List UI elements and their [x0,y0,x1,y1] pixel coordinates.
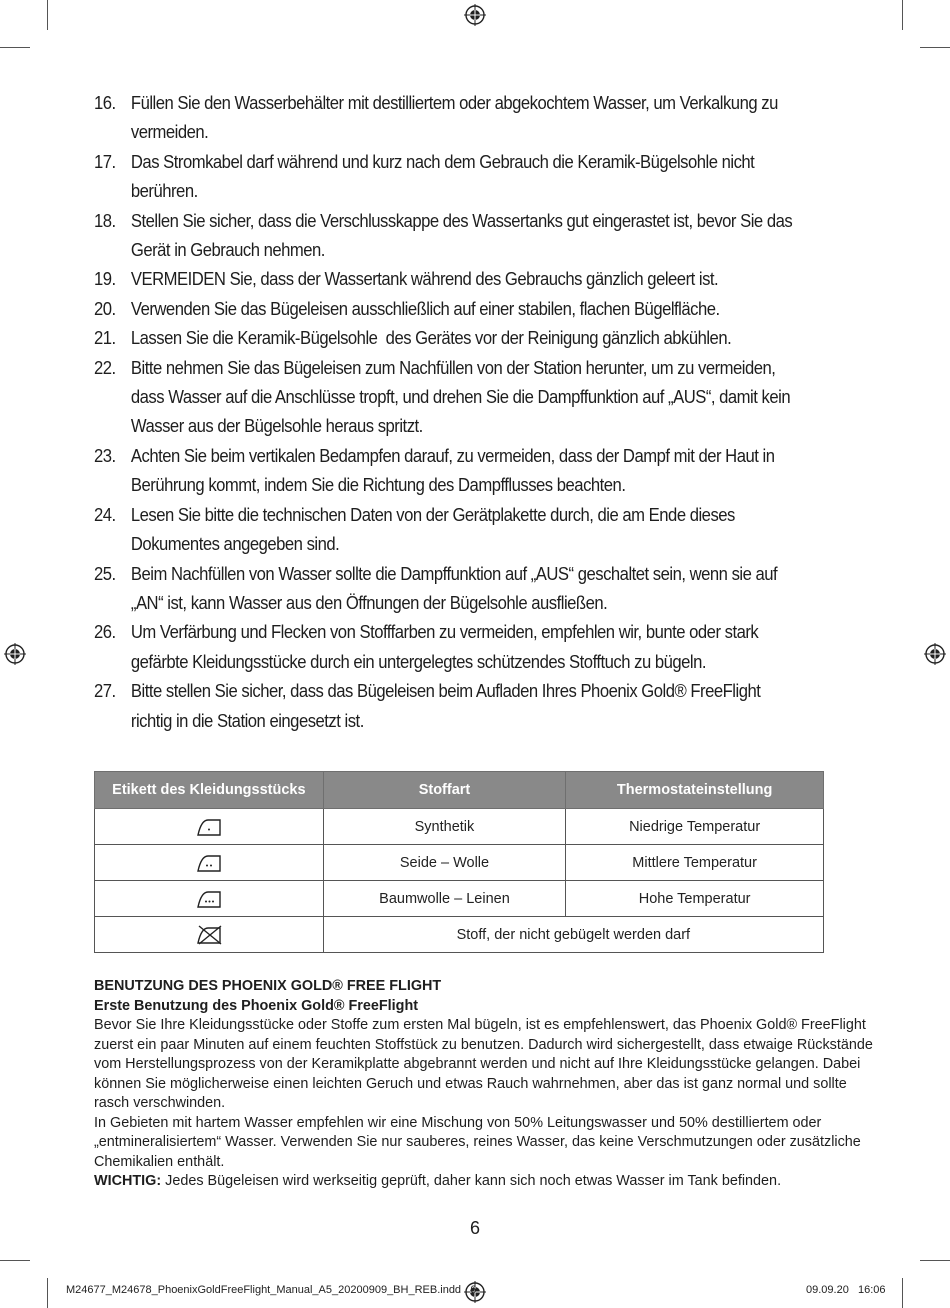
crop-mark [47,1278,48,1308]
table-row [95,917,824,953]
list-item-line: Stellen Sie sicher, dass die Verschlusskappe des Wassertanks gut eingerastet ist, bevor Sie das [130,209,793,231]
list-item-number: 22. [94,356,116,378]
list-item-line: Bitte stellen Sie sicher, dass das Bügeleisen beim Aufladen Ihres Phoenix Gold® FreeFlight [130,680,761,702]
list-item-number: 24. [94,503,116,525]
list-item [94,500,891,559]
iron-one-dot-icon [195,817,223,837]
list-item-line: Wasser aus der Bügelsohle heraus spritzt. [130,415,423,437]
list-item-line: Das Stromkabel darf während und kurz nach dem Gebrauch die Keramik-Bügelsohle nicht [130,150,755,172]
print-slug-filename: M24677_M24678_PhoenixGoldFreeFlight_Manual_A5_20200909_BH_REB.indd 6 [66,1284,477,1296]
list-item-number: 18. [94,209,116,231]
safety-instructions-list [94,88,854,735]
list-item [94,559,891,618]
thermostat-setting-cell: Mittlere Temperatur [566,845,824,881]
list-item-number: 21. [94,327,116,349]
table-header-row [95,772,824,809]
paragraph: In Gebieten mit hartem Wasser empfehlen wir eine Mischung von 50% Leitungswasser und 50% destilliertem oder „entmineralisiertem“ Wasser. Verwenden Sie nur sauberes, reines Wasser, das keine Verschmutzungen oder zusätzliche Chemikalien enthält. [94,1114,861,1170]
section-subheading: Erste Benutzung des Phoenix Gold® FreeFlight [94,997,419,1014]
crop-mark [920,1260,950,1261]
crop-mark [47,0,48,30]
thermostat-setting-cell: Hohe Temperatur [566,881,824,917]
list-item [94,206,891,265]
iron-three-dots-icon [195,889,223,909]
list-item-number: 23. [94,444,116,466]
care-symbol-cell [95,881,324,917]
table-row [95,809,824,845]
list-item-line: VERMEIDEN Sie, dass der Wassertank während des Gebrauchs gänzlich geleert ist. [130,268,719,290]
fabric-type-cell: Seide – Wolle [323,845,566,881]
list-item-line: Gerät in Gebrauch nehmen. [130,239,325,261]
list-item-line: dass Wasser auf die Anschlüsse tropft, und drehen Sie die Dampffunktion auf „AUS“, damit kein [130,386,791,408]
list-item [94,441,891,500]
list-item-line: Lassen Sie die Keramik-Bügelsohle des Gerätes vor der Reinigung gänzlich abkühlen. [130,327,732,349]
list-item-line: richtig in die Station eingesetzt ist. [130,709,364,731]
list-item [94,617,891,676]
do-not-iron-icon [195,925,223,945]
list-item-line: vermeiden. [130,121,209,143]
list-item-number: 27. [94,680,116,702]
list-item-line: Dokumentes angegeben sind. [130,533,340,555]
list-item-line: Füllen Sie den Wasserbehälter mit destilliertem oder abgekochtem Wasser, um Verkalkung zu [130,92,778,113]
fabric-type-cell: Synthetik [323,809,566,845]
list-item-line: „AN“ ist, kann Wasser aus den Öffnungen der Bügelsohle ausfließen. [130,591,608,613]
list-item-line: Bitte nehmen Sie das Bügeleisen zum Nachfüllen von der Station herunter, um zu vermeiden, [130,356,776,378]
registration-mark-icon [924,643,946,665]
column-header: Stoffart [323,772,566,809]
list-item-line: Lesen Sie bitte die technischen Daten von der Gerätplakette durch, die am Ende dieses [130,503,735,525]
registration-mark-icon [4,643,26,665]
page-number: 6 [469,1218,480,1238]
important-label: WICHTIG: [94,1173,162,1189]
list-item-number: 25. [94,562,116,584]
print-slug-datetime: 09.09.20 16:06 [806,1284,886,1296]
iron-two-dots-icon [195,853,223,873]
list-item-line: Berührung kommt, indem Sie die Richtung des Dampfflusses beachten. [130,474,626,496]
paragraph: Bevor Sie Ihre Kleidungsstücke oder Stoffe zum ersten Mal bügeln, ist es empfehlenswert, das Phoenix Gold® FreeFlight zuerst ein paar Minuten auf einem feuchten Stoffstück zu benutzen. Dadurch wird sichergestellt, dass etwaige Rückstände vom Herstellungsprozess von der Keramikplatte abgebrannt werden und nicht auf Ihre Kleidungsstücke gelangen. Dabei können Sie möglicherweise einen leichten Geruch und etwas Rauch wahrnehmen, aber das ist ganz normal und sollte rasch verschwinden. [94,1017,873,1111]
crop-mark [920,47,950,48]
crop-mark [0,1260,30,1261]
list-item-line: Achten Sie beim vertikalen Bedampfen darauf, zu vermeiden, dass der Dampf mit der Haut in [130,444,775,466]
list-item-number: 26. [94,621,116,643]
table-row [95,881,824,917]
ironing-temperature-table [94,771,824,953]
list-item-line: Verwenden Sie das Bügeleisen ausschließlich auf einer stabilen, flachen Bügelfläche. [130,297,720,319]
column-header: Etikett des Kleidungsstücks [95,772,324,809]
section-heading: BENUTZUNG DES PHOENIX GOLD® FREE FLIGHT [94,978,442,994]
list-item [94,88,891,147]
do-not-iron-text-cell: Stoff, der nicht gebügelt werden darf [323,917,823,953]
column-header: Thermostateinstellung [566,772,824,809]
list-item [94,294,891,323]
crop-mark [0,47,30,48]
care-symbol-cell [95,917,324,953]
care-symbol-cell [95,809,324,845]
crop-mark [902,0,903,30]
list-item [94,353,891,441]
list-item-line: berühren. [130,180,198,202]
list-item [94,264,891,293]
registration-mark-icon [464,4,486,26]
important-text: Jedes Bügeleisen wird werkseitig geprüft, daher kann sich noch etwas Wasser im Tank befinden. [161,1173,782,1189]
list-item [94,323,891,352]
list-item [94,676,891,735]
crop-mark [902,1278,903,1308]
list-item-number: 20. [94,297,116,319]
list-item-line: Um Verfärbung und Flecken von Stofffarben zu vermeiden, empfehlen wir, bunte oder stark [130,621,759,643]
list-item-line: Beim Nachfüllen von Wasser sollte die Dampffunktion auf „AUS“ geschaltet sein, wenn sie auf [130,562,778,584]
care-symbol-cell [95,845,324,881]
list-item-number: 17. [94,150,116,172]
list-item [94,147,891,206]
thermostat-setting-cell: Niedrige Temperatur [566,809,824,845]
important-note [94,1172,874,1192]
list-item-number: 16. [94,92,116,113]
table-row [95,845,824,881]
list-item-number: 19. [94,268,116,290]
fabric-type-cell: Baumwolle – Leinen [323,881,566,917]
usage-section [94,977,874,1192]
list-item-line: gefärbte Kleidungsstücke durch ein untergelegtes schützendes Stofftuch zu bügeln. [130,650,707,672]
